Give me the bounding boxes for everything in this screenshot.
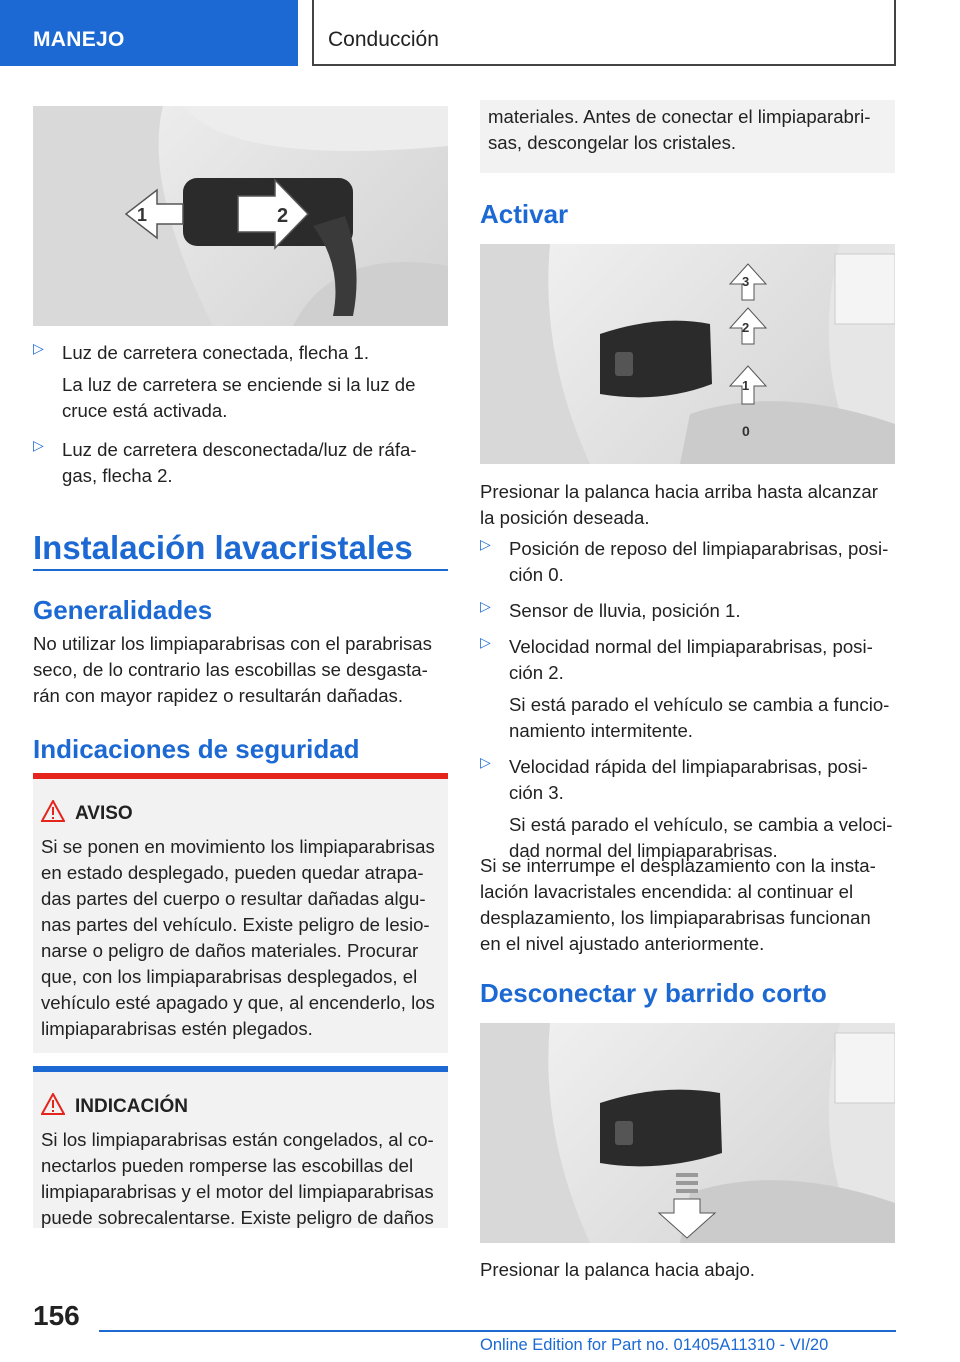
subsection-heading-safety: Indicaciones de seguridad xyxy=(33,734,360,764)
warning-triangle-icon xyxy=(41,800,75,828)
bullet-item xyxy=(480,634,895,686)
figure-wiper-lever-up xyxy=(480,244,895,464)
bullet-item xyxy=(33,437,448,489)
bullet-text: ▷ Luz de carretera desconectada/luz de ráfa-gas, flecha 2. xyxy=(62,439,417,486)
notice-continued-text: materiales. Antes de conectar el limpiaparabri-sas, descongelar los cristales. xyxy=(488,106,871,153)
activate-bullets xyxy=(480,536,895,864)
edition-text: Online Edition for Part no. 01405A11310 - VI/20 xyxy=(480,1336,829,1354)
subsection-heading-general: Generalidades xyxy=(33,595,213,625)
bullet-item xyxy=(480,536,895,588)
notice-text: Si los limpiaparabrisas están congelados, al co-nectarlos pueden romperse las escobillas del limpiaparabrisas y el motor del limpiaparabrisas puede sobrecalentarse. Existe peligro de daños xyxy=(41,1129,434,1228)
bullet-item xyxy=(480,598,895,624)
lever-illustration xyxy=(33,106,448,326)
arrow-label-2: 2 xyxy=(277,205,289,227)
bullet-subtext: Si está parado el vehículo se cambia a funcio-namiento intermitente. xyxy=(509,694,890,741)
page-number: 156 xyxy=(33,1300,80,1331)
off-text: Presionar la palanca hacia abajo. xyxy=(480,1259,755,1280)
position-label-2: 2 xyxy=(742,320,750,335)
bullet-text: ▷ Sensor de lluvia, posición 1. xyxy=(509,600,741,621)
activate-outro: Si se interrumpe el desplazamiento con la insta-lación lavacristales encendida: al continuar el desplazamiento, los limpiaparabrisas funcionan en el nivel ajustado anteriormente. xyxy=(480,855,876,954)
notice-title-text: INDICACIÓN xyxy=(75,1096,188,1117)
wiper-lever-down-illustration xyxy=(480,1023,895,1243)
subsection-heading-activate: Activar xyxy=(480,199,569,229)
bullet-text: ▷ Velocidad rápida del limpiaparabrisas, posi-ción 3. xyxy=(509,756,868,803)
bullet-text: ▷ Velocidad normal del limpiaparabrisas, posi-ción 2. xyxy=(509,636,873,683)
bullet-subtext: La luz de carretera se enciende si la luz de cruce está activada. xyxy=(62,374,416,421)
warning-text: Si se ponen en movimiento los limpiaparabrisas en estado desplegado, pueden quedar atrapa-das partes del cuerpo o resultar dañadas algu-nas partes del vehículo. Existe peligro de lesio-narse o peligro de daños materiales. Procurar que, con los limpiaparabrisas desplegados, el vehículo esté apagado y que, al encenderlo, los limpiaparabrisas estén plegados. xyxy=(41,836,435,1039)
warning-title-text: AVISO xyxy=(75,803,133,824)
footer-rule xyxy=(99,1330,896,1332)
position-label-1: 1 xyxy=(742,378,750,393)
figure-high-beam-lever xyxy=(33,106,448,326)
notice-title xyxy=(41,1093,448,1121)
warning-bar xyxy=(33,773,448,779)
arrow-label-1: 1 xyxy=(137,205,148,225)
notice-bar xyxy=(33,1066,448,1072)
notice-box xyxy=(33,1066,448,1228)
section-title: Conducción xyxy=(312,0,896,66)
warning-box xyxy=(33,773,448,1053)
activate-intro: Presionar la palanca hacia arriba hasta alcanzar la posición deseada. xyxy=(480,481,878,528)
warning-title xyxy=(41,800,448,828)
general-text: No utilizar los limpiaparabrisas con el parabrisas seco, de lo contrario las escobillas se desgasta-rán con mayor rapidez o resultarán dañadas. xyxy=(33,633,432,706)
figure-wiper-lever-down xyxy=(480,1023,895,1243)
notice-box-continued xyxy=(480,100,895,173)
position-label-3: 3 xyxy=(742,274,750,289)
bullet-item xyxy=(480,754,895,806)
bullet-text: ▷ Posición de reposo del limpiaparabrisas, posi-ción 0. xyxy=(509,538,889,585)
bullet-item xyxy=(33,340,448,366)
wiper-lever-up-illustration xyxy=(480,244,895,464)
position-label-0: 0 xyxy=(742,423,750,439)
heading-rule xyxy=(33,569,448,571)
section-heading: Instalación lavacristales xyxy=(33,529,413,566)
bullet-text: ▷ Luz de carretera conectada, flecha 1. xyxy=(62,342,369,363)
chapter-tab[interactable]: MANEJO xyxy=(0,0,298,66)
subsection-heading-off: Desconectar y barrido corto xyxy=(480,978,827,1008)
bullet-subtext: Si está parado el vehículo, se cambia a veloci-dad normal del limpiaparabrisas. xyxy=(509,814,893,861)
notice-triangle-icon xyxy=(41,1093,75,1121)
